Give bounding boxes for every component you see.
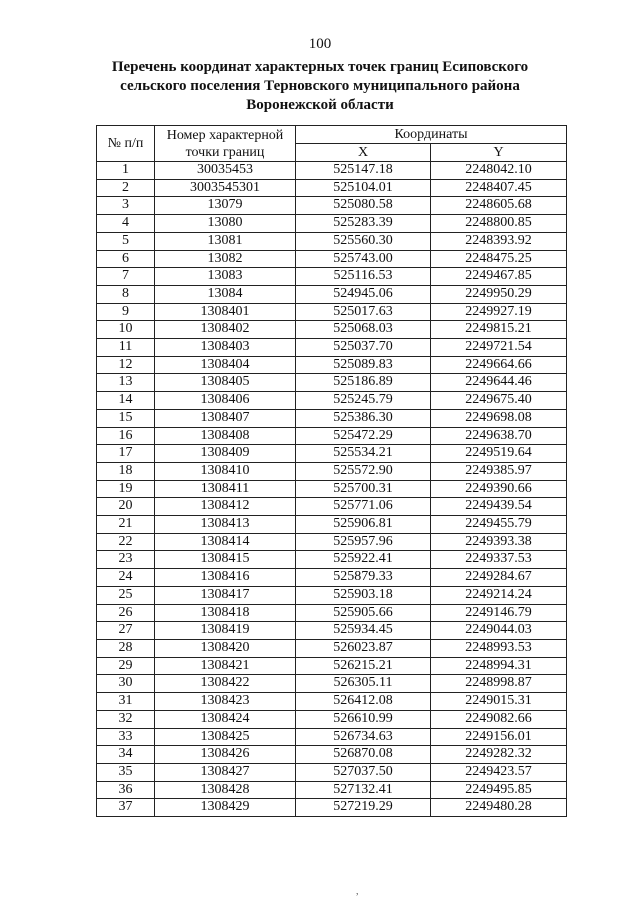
- cell-number: 32: [97, 710, 155, 728]
- cell-y: 2249282.32: [431, 746, 567, 764]
- cell-point: 1308415: [155, 551, 296, 569]
- cell-number: 19: [97, 480, 155, 498]
- cell-y: 2249480.28: [431, 799, 567, 817]
- cell-point: 13084: [155, 285, 296, 303]
- cell-y: 2249638.70: [431, 427, 567, 445]
- cell-number: 13: [97, 374, 155, 392]
- table-row: [97, 179, 567, 197]
- cell-x: 524945.06: [296, 285, 431, 303]
- cell-point: 13080: [155, 215, 296, 233]
- cell-x: 527132.41: [296, 781, 431, 799]
- cell-y: 2249390.66: [431, 480, 567, 498]
- cell-x: 526215.21: [296, 657, 431, 675]
- cell-x: 525922.41: [296, 551, 431, 569]
- table-row: [97, 781, 567, 799]
- cell-x: 525017.63: [296, 303, 431, 321]
- cell-point: 13081: [155, 232, 296, 250]
- cell-y: 2248998.87: [431, 675, 567, 693]
- cell-point: 1308413: [155, 516, 296, 534]
- cell-y: 2249393.38: [431, 533, 567, 551]
- cell-point: 3003545301: [155, 179, 296, 197]
- cell-y: 2249644.46: [431, 374, 567, 392]
- table-row: [97, 710, 567, 728]
- table-row: [97, 356, 567, 374]
- cell-point: 1308417: [155, 586, 296, 604]
- cell-x: 525147.18: [296, 162, 431, 180]
- cell-y: 2249927.19: [431, 303, 567, 321]
- document-title: Перечень координат характерных точек границ Есиповского сельского поселения Терновского муниципального района Воронежской области: [111, 59, 529, 113]
- cell-number: 7: [97, 268, 155, 286]
- cell-y: 2249467.85: [431, 268, 567, 286]
- table-row: [97, 675, 567, 693]
- cell-y: 2248393.92: [431, 232, 567, 250]
- cell-y: 2249950.29: [431, 285, 567, 303]
- table-row: [97, 409, 567, 427]
- cell-x: 525906.81: [296, 516, 431, 534]
- cell-point: 1308427: [155, 763, 296, 781]
- cell-number: 29: [97, 657, 155, 675]
- cell-y: 2248042.10: [431, 162, 567, 180]
- table-row: [97, 498, 567, 516]
- cell-x: 526734.63: [296, 728, 431, 746]
- cell-number: 16: [97, 427, 155, 445]
- scan-mark: ,: [356, 886, 359, 897]
- cell-number: 37: [97, 799, 155, 817]
- cell-number: 4: [97, 215, 155, 233]
- cell-x: 525534.21: [296, 445, 431, 463]
- table-row: [97, 445, 567, 463]
- cell-point: 1308421: [155, 657, 296, 675]
- cell-number: 28: [97, 639, 155, 657]
- table-row: [97, 746, 567, 764]
- cell-number: 6: [97, 250, 155, 268]
- table-row: [97, 268, 567, 286]
- table-row: [97, 516, 567, 534]
- cell-number: 31: [97, 693, 155, 711]
- cell-point: 1308423: [155, 693, 296, 711]
- header-coordinates: Координаты: [296, 126, 567, 144]
- cell-point: 1308414: [155, 533, 296, 551]
- cell-x: 525771.06: [296, 498, 431, 516]
- cell-point: 1308405: [155, 374, 296, 392]
- cell-y: 2248475.25: [431, 250, 567, 268]
- cell-number: 5: [97, 232, 155, 250]
- cell-point: 13083: [155, 268, 296, 286]
- cell-x: 527037.50: [296, 763, 431, 781]
- cell-point: 1308411: [155, 480, 296, 498]
- table-row: [97, 604, 567, 622]
- cell-point: 1308418: [155, 604, 296, 622]
- cell-x: 525104.01: [296, 179, 431, 197]
- page-number: 100: [308, 36, 332, 52]
- cell-y: 2248605.68: [431, 197, 567, 215]
- header-x: X: [296, 144, 431, 162]
- cell-point: 1308409: [155, 445, 296, 463]
- cell-point: 13079: [155, 197, 296, 215]
- table-row: [97, 339, 567, 357]
- cell-point: 1308424: [155, 710, 296, 728]
- cell-point: 1308406: [155, 392, 296, 410]
- table-row: [97, 693, 567, 711]
- table-row: [97, 250, 567, 268]
- cell-x: 526610.99: [296, 710, 431, 728]
- table-row: [97, 162, 567, 180]
- cell-number: 8: [97, 285, 155, 303]
- cell-y: 2249675.40: [431, 392, 567, 410]
- table-row: [97, 392, 567, 410]
- cell-x: 525186.89: [296, 374, 431, 392]
- table-row: [97, 586, 567, 604]
- cell-point: 1308404: [155, 356, 296, 374]
- header-y: Y: [431, 144, 567, 162]
- cell-x: 525116.53: [296, 268, 431, 286]
- header-number: № п/п: [97, 126, 155, 162]
- table-row: [97, 215, 567, 233]
- table-row: [97, 728, 567, 746]
- cell-point: 1308407: [155, 409, 296, 427]
- cell-point: 1308419: [155, 622, 296, 640]
- cell-y: 2249495.85: [431, 781, 567, 799]
- cell-x: 526305.11: [296, 675, 431, 693]
- table-row: [97, 197, 567, 215]
- cell-point: 1308428: [155, 781, 296, 799]
- cell-number: 14: [97, 392, 155, 410]
- cell-y: 2248407.45: [431, 179, 567, 197]
- cell-x: 526870.08: [296, 746, 431, 764]
- cell-y: 2248800.85: [431, 215, 567, 233]
- cell-point: 30035453: [155, 162, 296, 180]
- cell-x: 525905.66: [296, 604, 431, 622]
- cell-number: 18: [97, 462, 155, 480]
- cell-x: 525037.70: [296, 339, 431, 357]
- cell-x: 525560.30: [296, 232, 431, 250]
- cell-y: 2249214.24: [431, 586, 567, 604]
- cell-y: 2249156.01: [431, 728, 567, 746]
- cell-number: 2: [97, 179, 155, 197]
- cell-x: 525245.79: [296, 392, 431, 410]
- header-point: Номер характерной точки границ: [155, 126, 296, 162]
- cell-x: 527219.29: [296, 799, 431, 817]
- cell-number: 10: [97, 321, 155, 339]
- cell-x: 525080.58: [296, 197, 431, 215]
- cell-number: 11: [97, 339, 155, 357]
- table-row: [97, 321, 567, 339]
- table-row: [97, 427, 567, 445]
- cell-x: 525743.00: [296, 250, 431, 268]
- cell-x: 526023.87: [296, 639, 431, 657]
- cell-point: 1308425: [155, 728, 296, 746]
- table-row: [97, 303, 567, 321]
- cell-y: 2249455.79: [431, 516, 567, 534]
- cell-y: 2249044.03: [431, 622, 567, 640]
- cell-y: 2249664.66: [431, 356, 567, 374]
- cell-point: 1308402: [155, 321, 296, 339]
- cell-number: 26: [97, 604, 155, 622]
- cell-number: 17: [97, 445, 155, 463]
- cell-y: 2249015.31: [431, 693, 567, 711]
- table-row: [97, 551, 567, 569]
- cell-x: 525283.39: [296, 215, 431, 233]
- table-row: [97, 232, 567, 250]
- cell-y: 2249721.54: [431, 339, 567, 357]
- table-row: [97, 285, 567, 303]
- cell-y: 2249439.54: [431, 498, 567, 516]
- coordinates-table: [96, 125, 567, 817]
- cell-x: 525386.30: [296, 409, 431, 427]
- cell-number: 27: [97, 622, 155, 640]
- cell-number: 3: [97, 197, 155, 215]
- table-row: [97, 657, 567, 675]
- table-row: [97, 622, 567, 640]
- cell-point: 1308429: [155, 799, 296, 817]
- cell-number: 1: [97, 162, 155, 180]
- cell-y: 2249698.08: [431, 409, 567, 427]
- cell-x: 526412.08: [296, 693, 431, 711]
- table-header: [97, 126, 567, 162]
- cell-y: 2249519.64: [431, 445, 567, 463]
- cell-y: 2249082.66: [431, 710, 567, 728]
- cell-number: 22: [97, 533, 155, 551]
- table-row: [97, 462, 567, 480]
- cell-y: 2249284.67: [431, 569, 567, 587]
- cell-x: 525957.96: [296, 533, 431, 551]
- cell-y: 2249423.57: [431, 763, 567, 781]
- cell-x: 525089.83: [296, 356, 431, 374]
- cell-number: 21: [97, 516, 155, 534]
- cell-y: 2249815.21: [431, 321, 567, 339]
- cell-point: 1308416: [155, 569, 296, 587]
- cell-number: 24: [97, 569, 155, 587]
- cell-point: 1308422: [155, 675, 296, 693]
- cell-number: 25: [97, 586, 155, 604]
- table-body: [97, 162, 567, 817]
- cell-y: 2249337.53: [431, 551, 567, 569]
- table-row: [97, 763, 567, 781]
- cell-point: 1308412: [155, 498, 296, 516]
- cell-point: 1308410: [155, 462, 296, 480]
- cell-y: 2249146.79: [431, 604, 567, 622]
- cell-x: 525879.33: [296, 569, 431, 587]
- cell-x: 525572.90: [296, 462, 431, 480]
- table-row: [97, 480, 567, 498]
- cell-number: 12: [97, 356, 155, 374]
- cell-number: 36: [97, 781, 155, 799]
- cell-point: 1308426: [155, 746, 296, 764]
- cell-point: 1308420: [155, 639, 296, 657]
- cell-number: 30: [97, 675, 155, 693]
- cell-number: 23: [97, 551, 155, 569]
- cell-x: 525934.45: [296, 622, 431, 640]
- cell-x: 525068.03: [296, 321, 431, 339]
- table-row: [97, 569, 567, 587]
- table-row: [97, 639, 567, 657]
- cell-number: 34: [97, 746, 155, 764]
- table-row: [97, 374, 567, 392]
- cell-point: 1308403: [155, 339, 296, 357]
- cell-number: 20: [97, 498, 155, 516]
- cell-x: 525903.18: [296, 586, 431, 604]
- cell-number: 15: [97, 409, 155, 427]
- cell-number: 33: [97, 728, 155, 746]
- cell-number: 35: [97, 763, 155, 781]
- cell-point: 1308408: [155, 427, 296, 445]
- cell-x: 525472.29: [296, 427, 431, 445]
- cell-point: 13082: [155, 250, 296, 268]
- cell-point: 1308401: [155, 303, 296, 321]
- table-row: [97, 799, 567, 817]
- cell-number: 9: [97, 303, 155, 321]
- cell-x: 525700.31: [296, 480, 431, 498]
- cell-y: 2248994.31: [431, 657, 567, 675]
- cell-y: 2249385.97: [431, 462, 567, 480]
- table-row: [97, 533, 567, 551]
- cell-y: 2248993.53: [431, 639, 567, 657]
